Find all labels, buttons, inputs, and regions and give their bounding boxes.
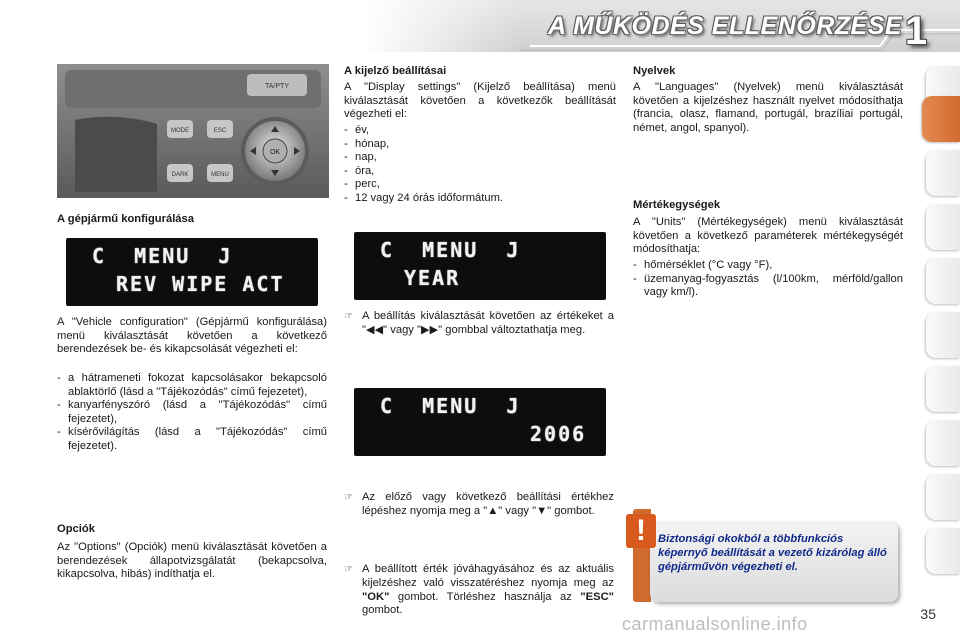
chapter-tab[interactable] — [926, 420, 960, 466]
display-settings-paragraph: A "Display settings" (Kijelző beállítása) menü kiválasztását követően a következők beállítását végezheti el: — [344, 81, 616, 121]
chapter-tab[interactable] — [926, 204, 960, 250]
vehicle-config-heading: A gépjármű konfigurálása — [57, 213, 194, 225]
chapter-tab[interactable] — [926, 150, 960, 196]
watermark: carmanualsonline.info — [622, 614, 808, 634]
note-next-setting — [344, 491, 614, 518]
options-heading: Opciók — [57, 523, 95, 535]
lcd-line-2: REV WIPE ACT — [116, 272, 285, 296]
note-change-value — [344, 310, 614, 337]
list-item: - hőmérséklet (°C vagy °F), — [633, 259, 903, 273]
header-fade — [0, 0, 520, 52]
lcd-value — [354, 388, 606, 456]
note-text: A beállított érték jóváhagyásához és az aktuális kijelzéshez való visszatéréshez nyomja meg az — [362, 563, 614, 589]
chapter-tab[interactable] — [926, 312, 960, 358]
list-item: - év, — [344, 124, 616, 138]
chapter-tab[interactable] — [926, 528, 960, 574]
list-item: - kanyarfényszóró (lásd a "Tájékozódás" című fejezetet), — [57, 399, 327, 426]
lcd-year — [354, 232, 606, 300]
console-label-tapty: TA/PTY — [265, 83, 289, 90]
languages-heading: Nyelvek — [633, 65, 676, 77]
console-label-ok: OK — [269, 149, 281, 156]
chapter-tabs — [926, 66, 960, 586]
languages-paragraph: A "Languages" (Nyelvek) menü kiválasztását követően a kijelzéshez használt nyelvet módosíthatja (francia, olasz, flamand, portugál, brazíliai portugál, német, angol, spanyol). — [633, 81, 903, 134]
lcd-line-1: C MENU J — [380, 394, 521, 418]
lcd-line-2: 2006 — [530, 422, 587, 446]
note-confirm — [344, 563, 614, 617]
chapter-tab[interactable] — [926, 258, 960, 304]
warning-icon: ! — [626, 514, 656, 548]
chapter-number: 1 — [904, 9, 928, 53]
list-item: - üzemanyag-fogyasztás (l/100km, mérföld/gallon vagy km/l). — [633, 273, 903, 300]
vehicle-config-list — [57, 372, 327, 454]
units-list — [633, 259, 903, 300]
pointing-hand-icon: ☞ — [344, 311, 353, 322]
console-label-mode: MODE — [171, 128, 189, 134]
lcd-line-2: YEAR — [404, 266, 461, 290]
units-paragraph: A "Units" (Mértékegységek) menü kiválasztását követően a következő paraméterek mértékegységét módosíthatja: — [633, 216, 903, 256]
console-photo — [57, 64, 329, 198]
console-label-esc: ESC — [213, 128, 227, 134]
page-number: 35 — [920, 606, 936, 622]
options-paragraph: Az "Options" (Opciók) menü kiválasztását követően a berendezések állapotvizsgálatát (bekapcsolva, kikapcsolva, hibás) indíthatja el. — [57, 541, 327, 581]
list-item: - 12 vagy 24 órás időformátum. — [344, 192, 616, 206]
list-item: - perc, — [344, 178, 616, 192]
list-item: - nap, — [344, 151, 616, 165]
list-item: - a hátrameneti fokozat kapcsolásakor bekapcsoló ablaktörlő (lásd a "Tájékozódás" című fejezetet), — [57, 372, 327, 399]
lcd-line-1: C MENU J — [92, 244, 233, 268]
page-title: A MŰKÖDÉS ELLENŐRZÉSE — [548, 12, 903, 40]
vehicle-config-paragraph: A "Vehicle configuration" (Gépjármű konfigurálása) menü kiválasztását követően a következő berendezések be- és kikapcsolását végezheti el: — [57, 316, 327, 356]
pointing-hand-icon: ☞ — [344, 492, 353, 504]
chapter-tab[interactable] — [926, 474, 960, 520]
display-settings-list — [344, 124, 616, 206]
chapter-tab[interactable] — [926, 366, 960, 412]
display-settings-heading: A kijelző beállításai — [344, 65, 447, 77]
list-item: - hónap, — [344, 138, 616, 152]
warning-text: Biztonsági okokból a többfunkciós képernyő beállítását a vezető kizárólag álló gépjárművön végezheti el. — [658, 533, 887, 573]
pointing-hand-icon: ☞ — [344, 564, 353, 576]
chapter-tab-active[interactable] — [922, 96, 960, 142]
ok-button-ref: "OK" — [362, 590, 390, 603]
list-item: - kísérővilágítás (lásd a "Tájékozódás" című fejezetet). — [57, 426, 327, 453]
note-text: Az előző vagy következő beállítási értékhez lépéshez nyomja meg a "▲" vagy "▼" gombot. — [362, 491, 614, 517]
note-text: gombot. Törléshez használja az — [389, 590, 581, 603]
note-text: A beállítás kiválasztását követően az értékeket a "◀◀" vagy "▶▶" gombbal változtathatja meg. — [362, 310, 614, 336]
list-item: - óra, — [344, 165, 616, 179]
units-heading: Mértékegységek — [633, 199, 721, 211]
console-label-menu: MENU — [211, 172, 229, 178]
lcd-vehicle-config — [66, 238, 318, 306]
console-label-dark: DARK — [171, 172, 189, 178]
note-text: gombot. — [362, 604, 403, 617]
lcd-line-1: C MENU J — [380, 238, 521, 262]
esc-button-ref: "ESC" — [580, 590, 614, 603]
